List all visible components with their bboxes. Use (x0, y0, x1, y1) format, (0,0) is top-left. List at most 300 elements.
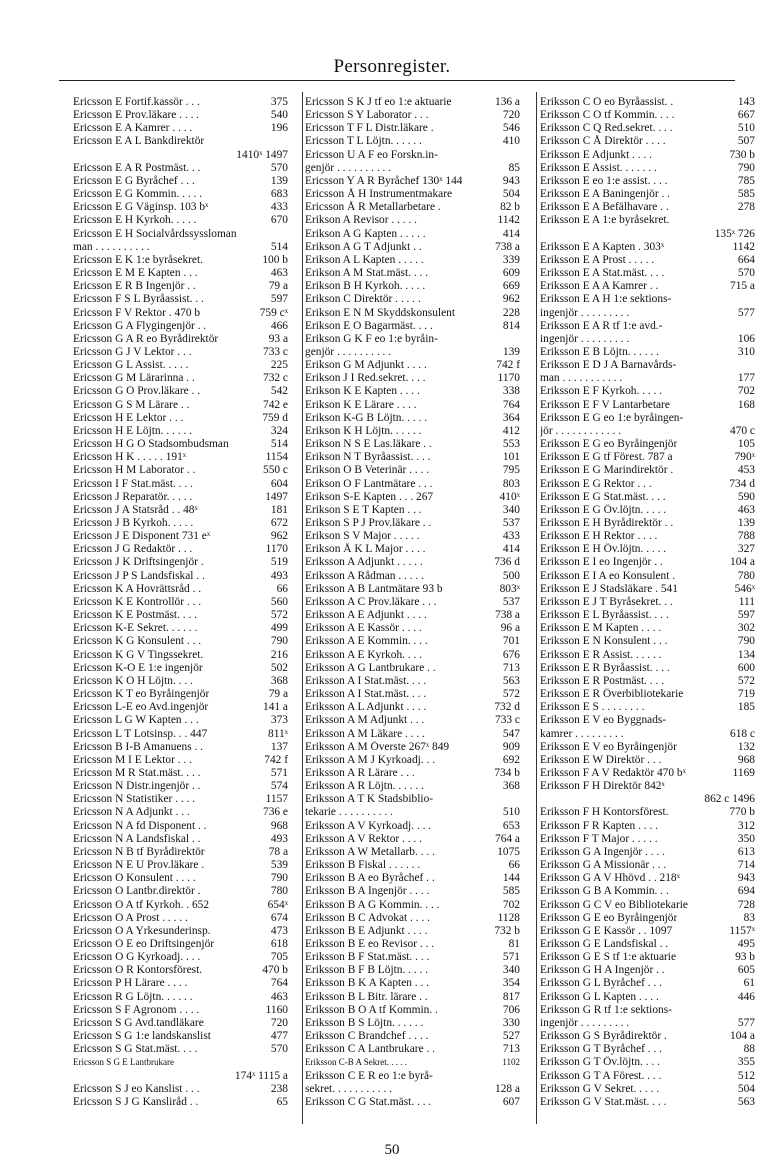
entry-text: Ericsson E Fortif.kassör . . . (73, 96, 200, 108)
entry-page-ref: 600 (737, 661, 755, 674)
index-entry (73, 307, 288, 320)
index-entry (73, 872, 288, 885)
index-entry (540, 135, 755, 148)
index-entry (540, 333, 755, 346)
index-entry (73, 122, 288, 135)
index-entry (540, 149, 755, 162)
entry-text: Ericsson J P S Landsfiskal . . (73, 569, 205, 582)
entry-text: Eriksson G T Byråchef . . . (540, 1043, 663, 1056)
entry-page-ref: 500 (502, 569, 520, 582)
entry-page-ref (516, 333, 520, 346)
index-entry (305, 438, 520, 451)
index-entry (305, 741, 520, 754)
index-entry (305, 833, 520, 846)
entry-page-ref: 654ˣ (267, 898, 288, 911)
index-entry (305, 583, 520, 596)
index-entry (73, 1070, 288, 1083)
entry-text: Ericsson H E Löjtn. . . . . . (73, 424, 192, 437)
index-entry (305, 228, 520, 241)
index-entry (540, 478, 755, 491)
index-entry (305, 609, 520, 622)
index-entry (305, 728, 520, 741)
entry-text: Eriksson B O A tf Kommin. . (305, 1003, 438, 1016)
entry-text: Eriksson E V eo Byggnads- (540, 714, 667, 727)
entry-text: Erikson Å K L Major . . . . (305, 543, 426, 556)
entry-page-ref (284, 228, 288, 241)
entry-page-ref: 82 b (500, 201, 520, 214)
entry-text: Ericsson O Lantbr.direktör . (73, 885, 201, 898)
index-entry (305, 1096, 520, 1109)
entry-text: Erikson N S E Las.läkare . . (305, 438, 432, 451)
entry-page-ref: 196 (270, 122, 288, 135)
entry-text: Eriksson G C V eo Bibliotekarie (540, 898, 688, 911)
entry-page-ref: 101 (502, 451, 520, 464)
entry-page-ref: 653 (502, 819, 520, 832)
index-entry (73, 201, 288, 214)
entry-page-ref: 135ˣ 726 (714, 227, 755, 240)
entry-page-ref: 104 a (730, 1030, 755, 1043)
index-entry (305, 491, 520, 504)
entry-page-ref: 168 (737, 398, 755, 411)
entry-page-ref: 66 (276, 582, 288, 595)
entry-text: sekret. . . . . . . . . . . (305, 1082, 392, 1095)
index-entry (540, 570, 755, 583)
entry-text: Eriksson E N Konsulent . . . (540, 635, 668, 648)
entry-text: Eriksson A G Lantbrukare . . (305, 661, 436, 674)
entry-page-ref: 733 c (263, 345, 288, 358)
entry-text: Eriksson A E Adjunkt . . . . (305, 609, 427, 622)
entry-text: Eriksson E F Kyrkoh. . . . . (540, 385, 663, 398)
index-entry (540, 714, 755, 727)
entry-text: Ericsson B I-B Amanuens . . (73, 740, 204, 753)
index-entry (73, 609, 288, 622)
entry-page-ref: 553 (502, 438, 520, 451)
entry-page-ref: 1102 (502, 1057, 520, 1068)
entry-page-ref: 790 (737, 161, 755, 174)
index-entry (305, 806, 520, 819)
entry-text: Eriksson A B Lantmätare 93 b (305, 582, 443, 595)
entry-page-ref: 453 (737, 464, 755, 477)
index-column-3 (540, 96, 755, 1109)
entry-page-ref: 477 (270, 1030, 288, 1043)
entry-page-ref: 502 (270, 661, 288, 674)
entry-text: Eriksson E I eo Ingenjör . . (540, 556, 663, 569)
entry-text: Eriksson A V Kyrkoadj. . . . (305, 819, 432, 832)
index-entry (305, 425, 520, 438)
index-entry (540, 122, 755, 135)
index-entry (540, 1017, 755, 1030)
index-entry (540, 201, 755, 214)
index-entry (73, 622, 288, 635)
entry-text: Ericsson H E Lektor . . . (73, 411, 184, 424)
index-entry (305, 793, 520, 806)
entry-text: Ericsson N E U Prov.läkare . (73, 859, 205, 872)
index-entry (540, 425, 755, 438)
entry-text: Ericsson K G Konsulent . . . (73, 635, 202, 648)
index-entry (305, 149, 520, 162)
entry-page-ref: 1154 (265, 451, 288, 464)
index-entry (73, 820, 288, 833)
entry-text: Erikson A G Kapten . . . . . (305, 227, 426, 240)
entry-page-ref: 943 (737, 872, 755, 885)
entry-text: Eriksson A E Kommin. . . . (305, 635, 428, 648)
entry-page-ref: 93 a (268, 332, 288, 345)
entry-text: Eriksson A L Adjunkt . . . . (305, 701, 427, 714)
entry-page-ref: 136 a (495, 96, 520, 108)
index-entry (73, 530, 288, 543)
entry-text: Eriksson E A 1:e byråsekret. (540, 214, 670, 227)
entry-text: Ericsson J K Driftsingenjör . (73, 556, 204, 569)
index-entry (305, 109, 520, 122)
index-entry (73, 991, 288, 1004)
entry-text: Ericsson G J V Lektor . . . (73, 345, 192, 358)
entry-page-ref: 676 (502, 648, 520, 661)
entry-page-ref: 537 (502, 595, 520, 608)
entry-text: Ericsson O A Prost . . . . . (73, 911, 188, 924)
entry-page-ref: 790ˣ (734, 451, 755, 464)
entry-text: ingenjör . . . . . . . . . (540, 306, 630, 319)
index-entry (73, 241, 288, 254)
entry-text: Ericsson S G Stat.mäst. . . . (73, 1043, 198, 1056)
index-entry (540, 293, 755, 306)
entry-page-ref: 185 (737, 701, 755, 714)
entry-text: Eriksson A I Stat.mäst. . . . (305, 674, 427, 687)
entry-text: Ericsson N Distr.ingenjör . . (73, 780, 201, 793)
entry-text: Eriksson E F V Lantarbetare (540, 398, 670, 411)
entry-text: Ericsson O A Yrkesunderinsp. (73, 924, 211, 937)
entry-text: Ericsson K E Postmäst. . . . (73, 609, 198, 622)
entry-text: Erikson S-E Kapten . . . 267 (305, 490, 434, 503)
entry-text: Eriksson E D J A Barnavårds- (540, 359, 677, 372)
entry-page-ref: 181 (270, 503, 288, 516)
entry-page-ref: 368 (270, 674, 288, 687)
entry-text: Eriksson G E Landsfiskal . . (540, 938, 669, 950)
entry-page-ref: 962 (502, 293, 520, 306)
index-entry (73, 135, 288, 148)
entry-page-ref: 238 (270, 1082, 288, 1095)
index-entry (73, 859, 288, 872)
entry-page-ref: 141 a (263, 701, 288, 714)
index-entry (540, 346, 755, 359)
index-entry (73, 491, 288, 504)
entry-page-ref: 702 (502, 898, 520, 911)
entry-page-ref (751, 1004, 755, 1017)
entry-text: Ericsson M R Stat.mäst. . . . (73, 766, 201, 779)
entry-page-ref: 105 (737, 438, 755, 451)
entry-text: Eriksson F R Kapten . . . . (540, 819, 659, 832)
entry-text: Eriksson G H A Ingenjör . . (540, 964, 665, 977)
entry-page-ref: 732 d (494, 701, 520, 714)
index-entry (305, 359, 520, 372)
entry-page-ref: 790 (737, 635, 755, 648)
entry-page-ref: 375 (270, 96, 288, 108)
entry-text: Eriksson E Assist. . . . . . . (540, 161, 657, 174)
entry-page-ref: 574 (270, 780, 288, 793)
index-entry (540, 806, 755, 819)
index-entry (305, 1030, 520, 1043)
index-entry (73, 556, 288, 569)
entry-page-ref: 706 (502, 1003, 520, 1016)
index-entry (540, 728, 755, 741)
entry-text: Eriksson E R Postmäst. . . . (540, 674, 665, 687)
entry-text: Erikson E O Bagarmäst. . . . (305, 319, 433, 332)
index-entry (540, 162, 755, 175)
entry-text: Ericsson S K J tf eo 1:e aktuarie (305, 96, 452, 108)
entry-text: Erikson O F Lantmätare . . . (305, 477, 433, 490)
index-entry (73, 885, 288, 898)
entry-page-ref: 719 (737, 688, 755, 701)
index-entry (73, 504, 288, 517)
index-entry (540, 188, 755, 201)
index-entry (540, 464, 755, 477)
index-entry (305, 307, 520, 320)
entry-text: Eriksson E A R tf 1:e avd.- (540, 319, 663, 332)
entry-page-ref: 943 (502, 174, 520, 187)
entry-text: Eriksson E R Byråassist. . . . (540, 661, 670, 674)
index-entry (540, 938, 755, 951)
entry-page-ref: 1157 (265, 793, 288, 806)
index-entry (540, 912, 755, 925)
entry-page-ref: 550 c (263, 464, 288, 477)
entry-page-ref: 504 (737, 1082, 755, 1095)
entry-page-ref: 81 (508, 938, 520, 950)
entry-page-ref: 862 c 1496 (704, 793, 755, 806)
index-entry (540, 820, 755, 833)
entry-page-ref: 585 (502, 885, 520, 898)
entry-page-ref: 683 (270, 188, 288, 201)
entry-page-ref: 817 (502, 990, 520, 1003)
index-entry (540, 1004, 755, 1017)
entry-text: Eriksson E A H 1:e sektions- (540, 293, 672, 306)
index-entry (540, 964, 755, 977)
entry-text: Erikson K E Kapten . . . . (305, 385, 420, 398)
entry-text: tekarie . . . . . . . . . . (305, 806, 393, 819)
entry-text: Ericsson Y A R Byråchef 130ˣ 144 (305, 174, 463, 187)
entry-page-ref: 1160 (265, 1003, 288, 1016)
entry-text: Ericsson K T eo Byråingenjör (73, 688, 210, 701)
entry-text: Ericsson E K 1:e byråsekret. (73, 253, 204, 266)
entry-text: Ericsson E Prov.läkare . . . . (73, 109, 200, 122)
entry-text: Ericsson K O H Löjtn. . . . (73, 674, 193, 687)
entry-page-ref: 132 (737, 740, 755, 753)
entry-text: Ericsson N A Adjunkt . . . (73, 806, 190, 819)
index-entry (305, 675, 520, 688)
entry-page-ref: 607 (502, 1095, 520, 1108)
index-entry (305, 714, 520, 727)
entry-text: Eriksson C-B A Sekret. . . . . (305, 1057, 408, 1068)
entry-page-ref: 715 a (730, 280, 755, 293)
entry-text: kamrer . . . . . . . . . (540, 727, 624, 740)
index-entry (73, 280, 288, 293)
index-entry (540, 885, 755, 898)
entry-page-ref: 302 (737, 622, 755, 635)
entry-text: Eriksson C G Stat.mäst. . . . (305, 1095, 432, 1108)
entry-page-ref: 604 (270, 477, 288, 490)
entry-text: Ericsson L T Lotsinsp. . . 447 (73, 727, 208, 740)
index-entry (540, 517, 755, 530)
index-entry (73, 596, 288, 609)
index-entry (540, 320, 755, 333)
index-entry (73, 662, 288, 675)
entry-text: Eriksson E G Stat.mäst. . . . (540, 490, 666, 503)
entry-page-ref: 962 (270, 530, 288, 543)
entry-text: Eriksson E R Överbibliotekarie (540, 688, 684, 701)
entry-page-ref: 597 (270, 293, 288, 306)
entry-text: Erikson S V Major . . . . . (305, 530, 420, 543)
index-entry (540, 267, 755, 280)
entry-page-ref: 730 b (729, 148, 755, 161)
entry-page-ref: 414 (502, 227, 520, 240)
index-entry (305, 662, 520, 675)
entry-text: Ericsson T L Löjtn. . . . . . (305, 135, 422, 148)
index-entry (73, 701, 288, 714)
entry-text: Eriksson A M Överste 267ˣ 849 (305, 740, 450, 753)
entry-page-ref: 713 (502, 1043, 520, 1056)
index-entry (305, 622, 520, 635)
entry-text: Ericsson G S M Lärare . . (73, 398, 190, 411)
entry-page-ref: 785 (737, 174, 755, 187)
entry-text: Ericsson O G Kyrkoadj. . . . (73, 951, 201, 964)
entry-text: Erikson S E T Kapten . . . (305, 503, 422, 516)
entry-page-ref: 225 (270, 359, 288, 372)
index-entry (540, 622, 755, 635)
index-entry (540, 649, 755, 662)
entry-text: genjör . . . . . . . . . . (305, 161, 392, 174)
index-entry (540, 543, 755, 556)
index-entry (540, 1056, 755, 1069)
entry-text: Ericsson F V Rektor . 470 b (73, 306, 201, 319)
index-entry (73, 714, 288, 727)
entry-text: Eriksson E I A eo Konsulent . (540, 569, 676, 582)
entry-text: Eriksson E H Rektor . . . . (540, 530, 658, 543)
entry-text: Ericsson J Reparatör. . . . . (73, 490, 193, 503)
entry-text: Ericsson R G Löjtn. . . . . . (73, 990, 193, 1003)
entry-page-ref: 795 (502, 464, 520, 477)
entry-page-ref: 563 (502, 674, 520, 687)
entry-page-ref: 470 c (730, 424, 755, 437)
entry-text: Erikson A G T Adjunkt . . (305, 240, 422, 253)
entry-page-ref: 968 (270, 819, 288, 832)
index-entry (73, 451, 288, 464)
index-entry (305, 570, 520, 583)
entry-page-ref: 720 (502, 109, 520, 122)
entry-page-ref: 547 (502, 727, 520, 740)
entry-page-ref: 514 (270, 240, 288, 253)
entry-page-ref: 759 d (262, 411, 288, 424)
entry-page-ref: 571 (270, 766, 288, 779)
entry-text: Ericsson S G Avd.tandläkare (73, 1016, 204, 1029)
entry-text: Ericsson K G V Tingssekret. (73, 648, 204, 661)
entry-page-ref (751, 293, 755, 306)
index-entry (305, 201, 520, 214)
entry-text: Eriksson B A Ingenjör . . . . (305, 885, 430, 898)
entry-page-ref: 510 (737, 122, 755, 135)
index-entry (73, 96, 288, 109)
entry-text: Ericsson G A R eo Byrådirektör (73, 332, 219, 345)
entry-text: Eriksson G T A Förest. . . . (540, 1069, 662, 1082)
entry-text: Eriksson A Rådman . . . . . (305, 569, 424, 582)
entry-page-ref: 560 (270, 595, 288, 608)
entry-page-ref: 1142 (497, 214, 520, 227)
entry-page-ref: 1157ˣ (729, 924, 755, 937)
entry-text: Eriksson A M J Kyrkoadj. . . (305, 753, 436, 766)
index-entry (305, 399, 520, 412)
index-entry (73, 425, 288, 438)
entry-text: Ericsson J E Disponent 731 eˣ (73, 530, 211, 543)
index-entry (540, 307, 755, 320)
entry-page-ref: 734 d (729, 477, 755, 490)
index-entry (305, 859, 520, 872)
index-entry (305, 135, 520, 148)
entry-page-ref (751, 320, 755, 333)
entry-text: jör . . . . . . . . . . . . (540, 424, 621, 437)
index-entry (305, 1083, 520, 1096)
entry-page-ref: 177 (737, 372, 755, 385)
index-entry (73, 149, 288, 162)
entry-page-ref: 732 c (263, 372, 288, 385)
entry-page-ref: 733 c (495, 714, 520, 727)
entry-text: Eriksson A R Löjtn. . . . . . (305, 780, 424, 793)
entry-text: Ericsson H K . . . . . 191ˣ (73, 451, 187, 464)
entry-page-ref: 368 (502, 780, 520, 793)
entry-page-ref: 1075 (497, 845, 520, 858)
entry-text: Eriksson A M Adjunkt . . . (305, 714, 425, 727)
entry-text: Ericsson E G Kommin. . . . . (73, 188, 203, 201)
index-entry (73, 385, 288, 398)
index-entry (73, 228, 288, 241)
entry-text: Eriksson B L Bitr. lärare . . (305, 990, 428, 1003)
entry-page-ref: 667 (737, 109, 755, 122)
entry-page-ref: 504 (502, 188, 520, 201)
entry-page-ref: 463 (737, 503, 755, 516)
entry-text: Eriksson G B A Kommin. . . (540, 885, 669, 898)
entry-page-ref: 79 a (268, 688, 288, 701)
entry-page-ref: 694 (737, 885, 755, 898)
entry-text: Erikson A Revisor . . . . . (305, 214, 418, 227)
index-entry (540, 977, 755, 990)
entry-page-ref: 216 (270, 648, 288, 661)
entry-text: Eriksson F A V Redaktör 470 bˣ (540, 766, 686, 779)
entry-page-ref: 128 a (495, 1082, 520, 1095)
entry-page-ref: 66 (508, 859, 520, 872)
index-entry (305, 464, 520, 477)
entry-page-ref: 803 (502, 477, 520, 490)
entry-text: Erikson G M Adjunkt . . . . (305, 359, 427, 372)
entry-page-ref: 577 (737, 1016, 755, 1029)
index-entry (305, 530, 520, 543)
entry-text: Ericsson O E eo Driftsingenjör (73, 938, 215, 950)
entry-page-ref: 546 (502, 122, 520, 135)
entry-page-ref: 734 b (494, 766, 520, 779)
entry-text: Eriksson E eo 1:e assist. . . . (540, 174, 668, 187)
index-entry (73, 254, 288, 267)
index-entry (73, 372, 288, 385)
index-entry (540, 412, 755, 425)
entry-text: Ericsson O A tf Kyrkoh. . 652 (73, 898, 210, 911)
header-rule (59, 80, 735, 81)
entry-page-ref: 728 (737, 898, 755, 911)
entry-page-ref: 701 (502, 635, 520, 648)
index-entry (305, 478, 520, 491)
entry-page-ref: 764 a (495, 832, 520, 845)
entry-text: ingenjör . . . . . . . . . (540, 1016, 630, 1029)
entry-page-ref: 65 (276, 1095, 288, 1108)
entry-text: Eriksson A E Kyrkoh. . . . (305, 648, 423, 661)
entry-page-ref: 338 (502, 385, 520, 398)
index-entry (305, 1004, 520, 1017)
index-entry (305, 820, 520, 833)
entry-page-ref: 770 b (729, 806, 755, 819)
